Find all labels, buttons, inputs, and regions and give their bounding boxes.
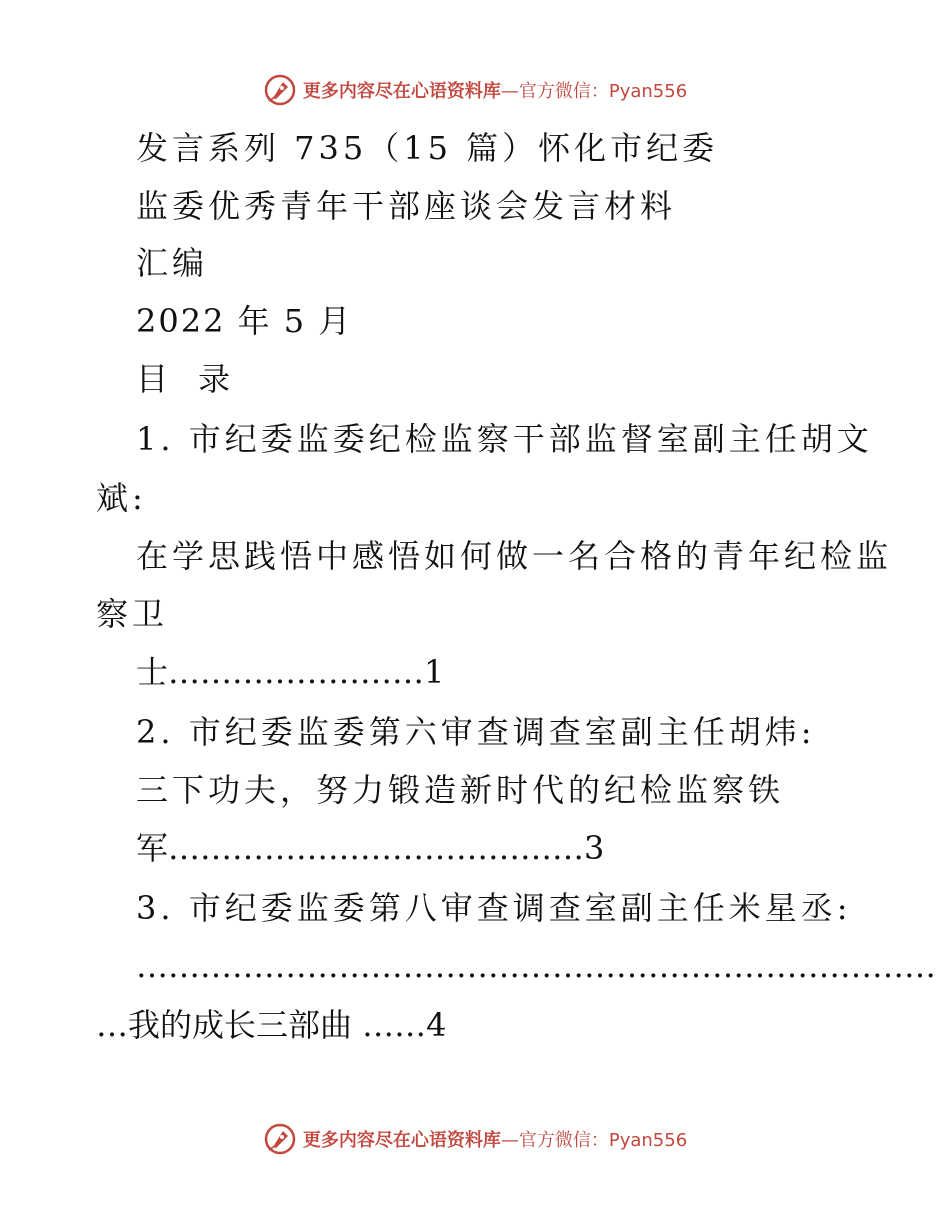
watermark-wechat-label: 官方微信： — [518, 1130, 609, 1151]
watermark-brand: 更多内容尽在心语资料库 — [302, 1130, 501, 1151]
watermark-separator: — — [500, 81, 519, 102]
toc-entry-1-speaker: 1. 市纪委监委纪检监察干部监督室副主任胡文 — [136, 420, 873, 458]
toc-entry-3-title: …我的成长三部曲 ……4 — [96, 1006, 447, 1044]
watermark-text — [303, 1126, 687, 1152]
toc-entry-2-leader: 军…………………………………3 — [136, 829, 605, 867]
toc-entry-1-speaker-cont: 斌: — [96, 479, 147, 517]
toc-entry-3-speaker: 3. 市纪委监委第八审查调查室副主任米星丞: — [136, 889, 852, 927]
doc-title-line-3: 汇编 — [136, 244, 209, 282]
watermark-wechat-label: 官方微信： — [518, 81, 609, 102]
toc-heading: 目 录 — [136, 360, 241, 398]
toc-entry-1-title-cont: 察卫 — [96, 595, 169, 633]
watermark-text — [303, 77, 687, 103]
watermark-wechat-id: Pyan556 — [608, 1130, 688, 1151]
doc-title-line-1: 发言系列 735（15 篇）怀化市纪委 — [136, 129, 719, 167]
watermark-banner-bottom — [0, 1119, 950, 1159]
toc-entry-2-title: 三下功夫，努力锻造新时代的纪检监察铁 — [136, 771, 785, 809]
toc-entry-1-title: 在学思践悟中感悟如何做一名合格的青年纪检监 — [136, 537, 893, 575]
watermark-wechat-id: Pyan556 — [608, 81, 688, 102]
toc-entry-1-leader: 士……………………1 — [136, 653, 445, 691]
watermark-banner-top — [0, 70, 950, 110]
watermark-separator: — — [500, 1130, 519, 1151]
toc-entry-2-speaker: 2. 市纪委监委第六审查调查室副主任胡炜: — [136, 713, 816, 751]
pen-nib-logo-icon — [263, 73, 297, 107]
watermark-brand: 更多内容尽在心语资料库 — [302, 81, 501, 102]
doc-date: 2022 年 5 月 — [136, 302, 353, 340]
pen-nib-logo-icon — [263, 1122, 297, 1156]
doc-title-line-2: 监委优秀青年干部座谈会发言材料 — [136, 187, 677, 225]
toc-entry-3-leader: ………………………………………………………………… — [136, 947, 936, 985]
